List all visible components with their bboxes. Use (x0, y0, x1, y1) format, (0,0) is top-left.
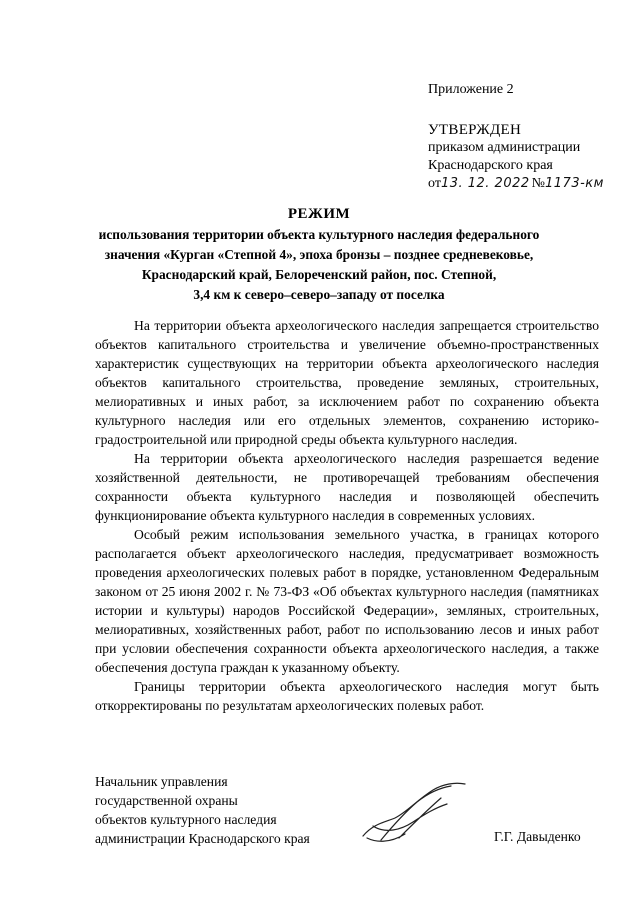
approved-heading: УТВЕРЖДЕН (428, 122, 522, 138)
paragraph: Особый режим использования земельного участка, в границах которого располагается объект археологического наследия, предусматривает возможность проведения археологических полевых работ в порядке, установленном Федеральным законом от 25 июня 2002 г. № 73-ФЗ «Об объектах культурного наследия (памятниках истории и культуры) народов Российской Федерации», земляных, строительных, мелиоративных, хозяйственных работ, работ по использованию лесов и иных работ при условии обеспечения сохранности объекта археологического наследия, а также обеспечения доступа граждан к указанному объекту. (95, 527, 599, 675)
position-line: администрации Краснодарского края (95, 831, 310, 846)
order-date-number (428, 175, 604, 193)
order-line-1: приказом администрации (428, 140, 581, 155)
position-line: объектов культурного наследия (95, 812, 277, 827)
title-line: значения «Курган «Степной 4», эпоха бронзы – позднее средневековье, (104, 247, 534, 262)
paragraph: На территории объекта археологического наследия запрещается строительство объектов капитального строительства и увеличение объемно-пространственных характеристик существующих на территории объекта археологического наследия объектов капитального строительства, проведение земляных, строительных, мелиоративных и иных работ, за исключением работ по сохранению объекта культурного наследия или его отдельных элементов, сохранению историко-градостроительной или природной среды объекта культурного наследия. (95, 318, 599, 447)
paragraph: На территории объекта археологического наследия разрешается ведение хозяйственной деятельности, не противоречащей требованиям обеспечения сохранности объекта культурного наследия и позволяющей обеспечить функционирование объекта культурного наследия в современных условиях. (95, 451, 599, 523)
date-prefix: от (428, 176, 441, 191)
paragraph: Границы территории объекта археологического наследия могут быть откорректированы по результатам археологических полевых работ. (95, 679, 599, 713)
document-body (95, 316, 599, 715)
document-title (80, 206, 558, 305)
signer-name: Г.Г. Давыденко (494, 829, 581, 844)
handwritten-date: 13. 12. 2022 (440, 176, 530, 191)
title-main: РЕЖИМ (287, 206, 351, 222)
position-line: государственной охраны (95, 793, 238, 808)
title-line: Краснодарский край, Белореченский район, пос. Степной, (141, 267, 497, 282)
position-line: Начальник управления (95, 774, 228, 789)
appendix-label: Приложение 2 (428, 82, 514, 97)
handwritten-signature (355, 778, 473, 848)
signatory-position (95, 772, 310, 848)
handwritten-number: 1173-км (545, 176, 604, 191)
number-prefix: № (531, 176, 545, 191)
title-line: использования территории объекта культурного наследия федерального (98, 227, 540, 242)
approval-block (428, 121, 604, 193)
title-line: 3,4 км к северо–северо–западу от поселка (193, 287, 445, 302)
order-line-2: Краснодарского края (428, 158, 553, 173)
